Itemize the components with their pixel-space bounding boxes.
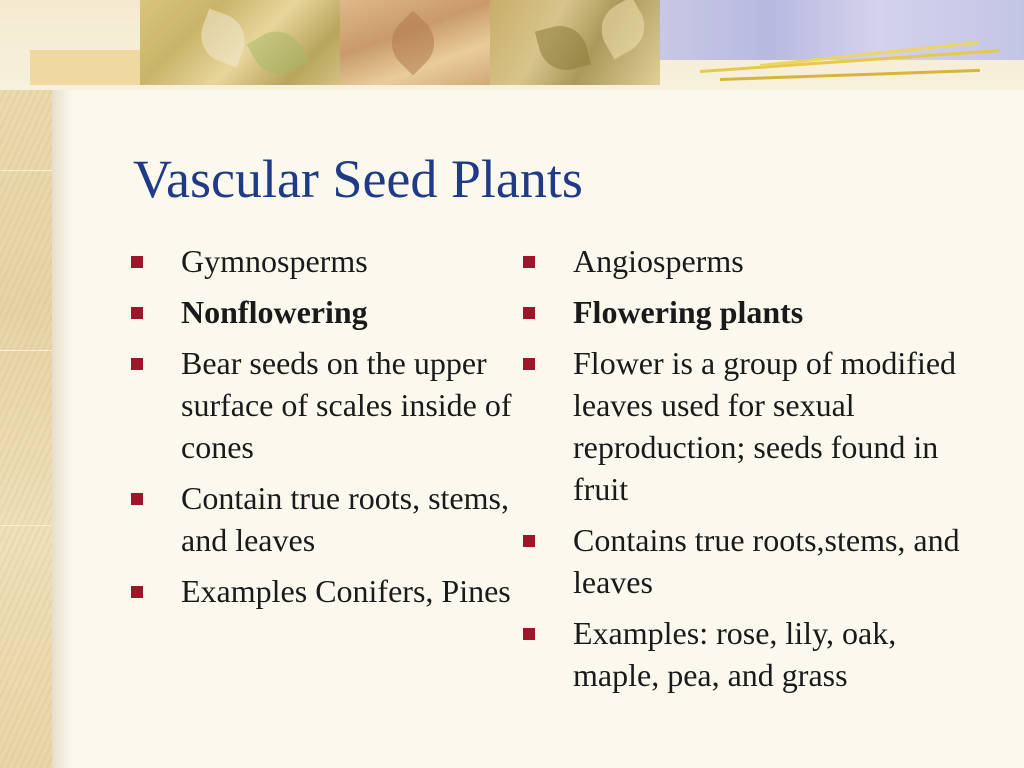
square-bullet-icon bbox=[523, 628, 535, 640]
banner-tile bbox=[30, 50, 140, 85]
bullet-text: Examples Conifers, Pines bbox=[181, 573, 511, 609]
square-bullet-icon bbox=[523, 307, 535, 319]
bullet-text: Contain true roots, stems, and leaves bbox=[181, 480, 509, 558]
bullet-item bbox=[128, 291, 528, 333]
left-strip-shadow bbox=[52, 0, 72, 768]
square-bullet-icon bbox=[131, 256, 143, 268]
bullet-text: Bear seeds on the upper surface of scales inside of cones bbox=[181, 345, 512, 465]
bullet-text: Gymnosperms bbox=[181, 243, 368, 279]
square-bullet-icon bbox=[131, 358, 143, 370]
square-bullet-icon bbox=[523, 358, 535, 370]
bullet-item bbox=[520, 519, 990, 603]
bullet-item bbox=[128, 342, 528, 468]
bullet-text: Contains true roots,stems, and leaves bbox=[573, 522, 960, 600]
bullet-item bbox=[520, 291, 990, 333]
top-decorative-banner bbox=[0, 0, 1024, 90]
slide-title: Vascular Seed Plants bbox=[133, 149, 583, 209]
bullet-item bbox=[128, 477, 528, 561]
bullet-text: Angiosperms bbox=[573, 243, 744, 279]
square-bullet-icon bbox=[131, 493, 143, 505]
strip-seam bbox=[0, 350, 52, 351]
square-bullet-icon bbox=[523, 535, 535, 547]
square-bullet-icon bbox=[131, 307, 143, 319]
square-bullet-icon bbox=[523, 256, 535, 268]
bullet-text: Nonflowering bbox=[181, 294, 368, 330]
bullet-item bbox=[128, 240, 528, 282]
bullet-text: Examples: rose, lily, oak, maple, pea, and grass bbox=[573, 615, 897, 693]
bullet-text: Flowering plants bbox=[573, 294, 804, 330]
strip-seam bbox=[0, 525, 52, 526]
bullet-item bbox=[520, 612, 990, 696]
bullet-item bbox=[520, 240, 990, 282]
strip-seam bbox=[0, 170, 52, 171]
square-bullet-icon bbox=[131, 586, 143, 598]
gymnosperms-bullet-list bbox=[128, 240, 528, 621]
bullet-item bbox=[128, 570, 528, 612]
bullet-item bbox=[520, 342, 990, 510]
left-decorative-strip bbox=[0, 0, 52, 768]
bullet-text: Flower is a group of modified leaves used for sexual reproduction; seeds found in fruit bbox=[573, 345, 957, 507]
angiosperms-bullet-list bbox=[520, 240, 990, 705]
